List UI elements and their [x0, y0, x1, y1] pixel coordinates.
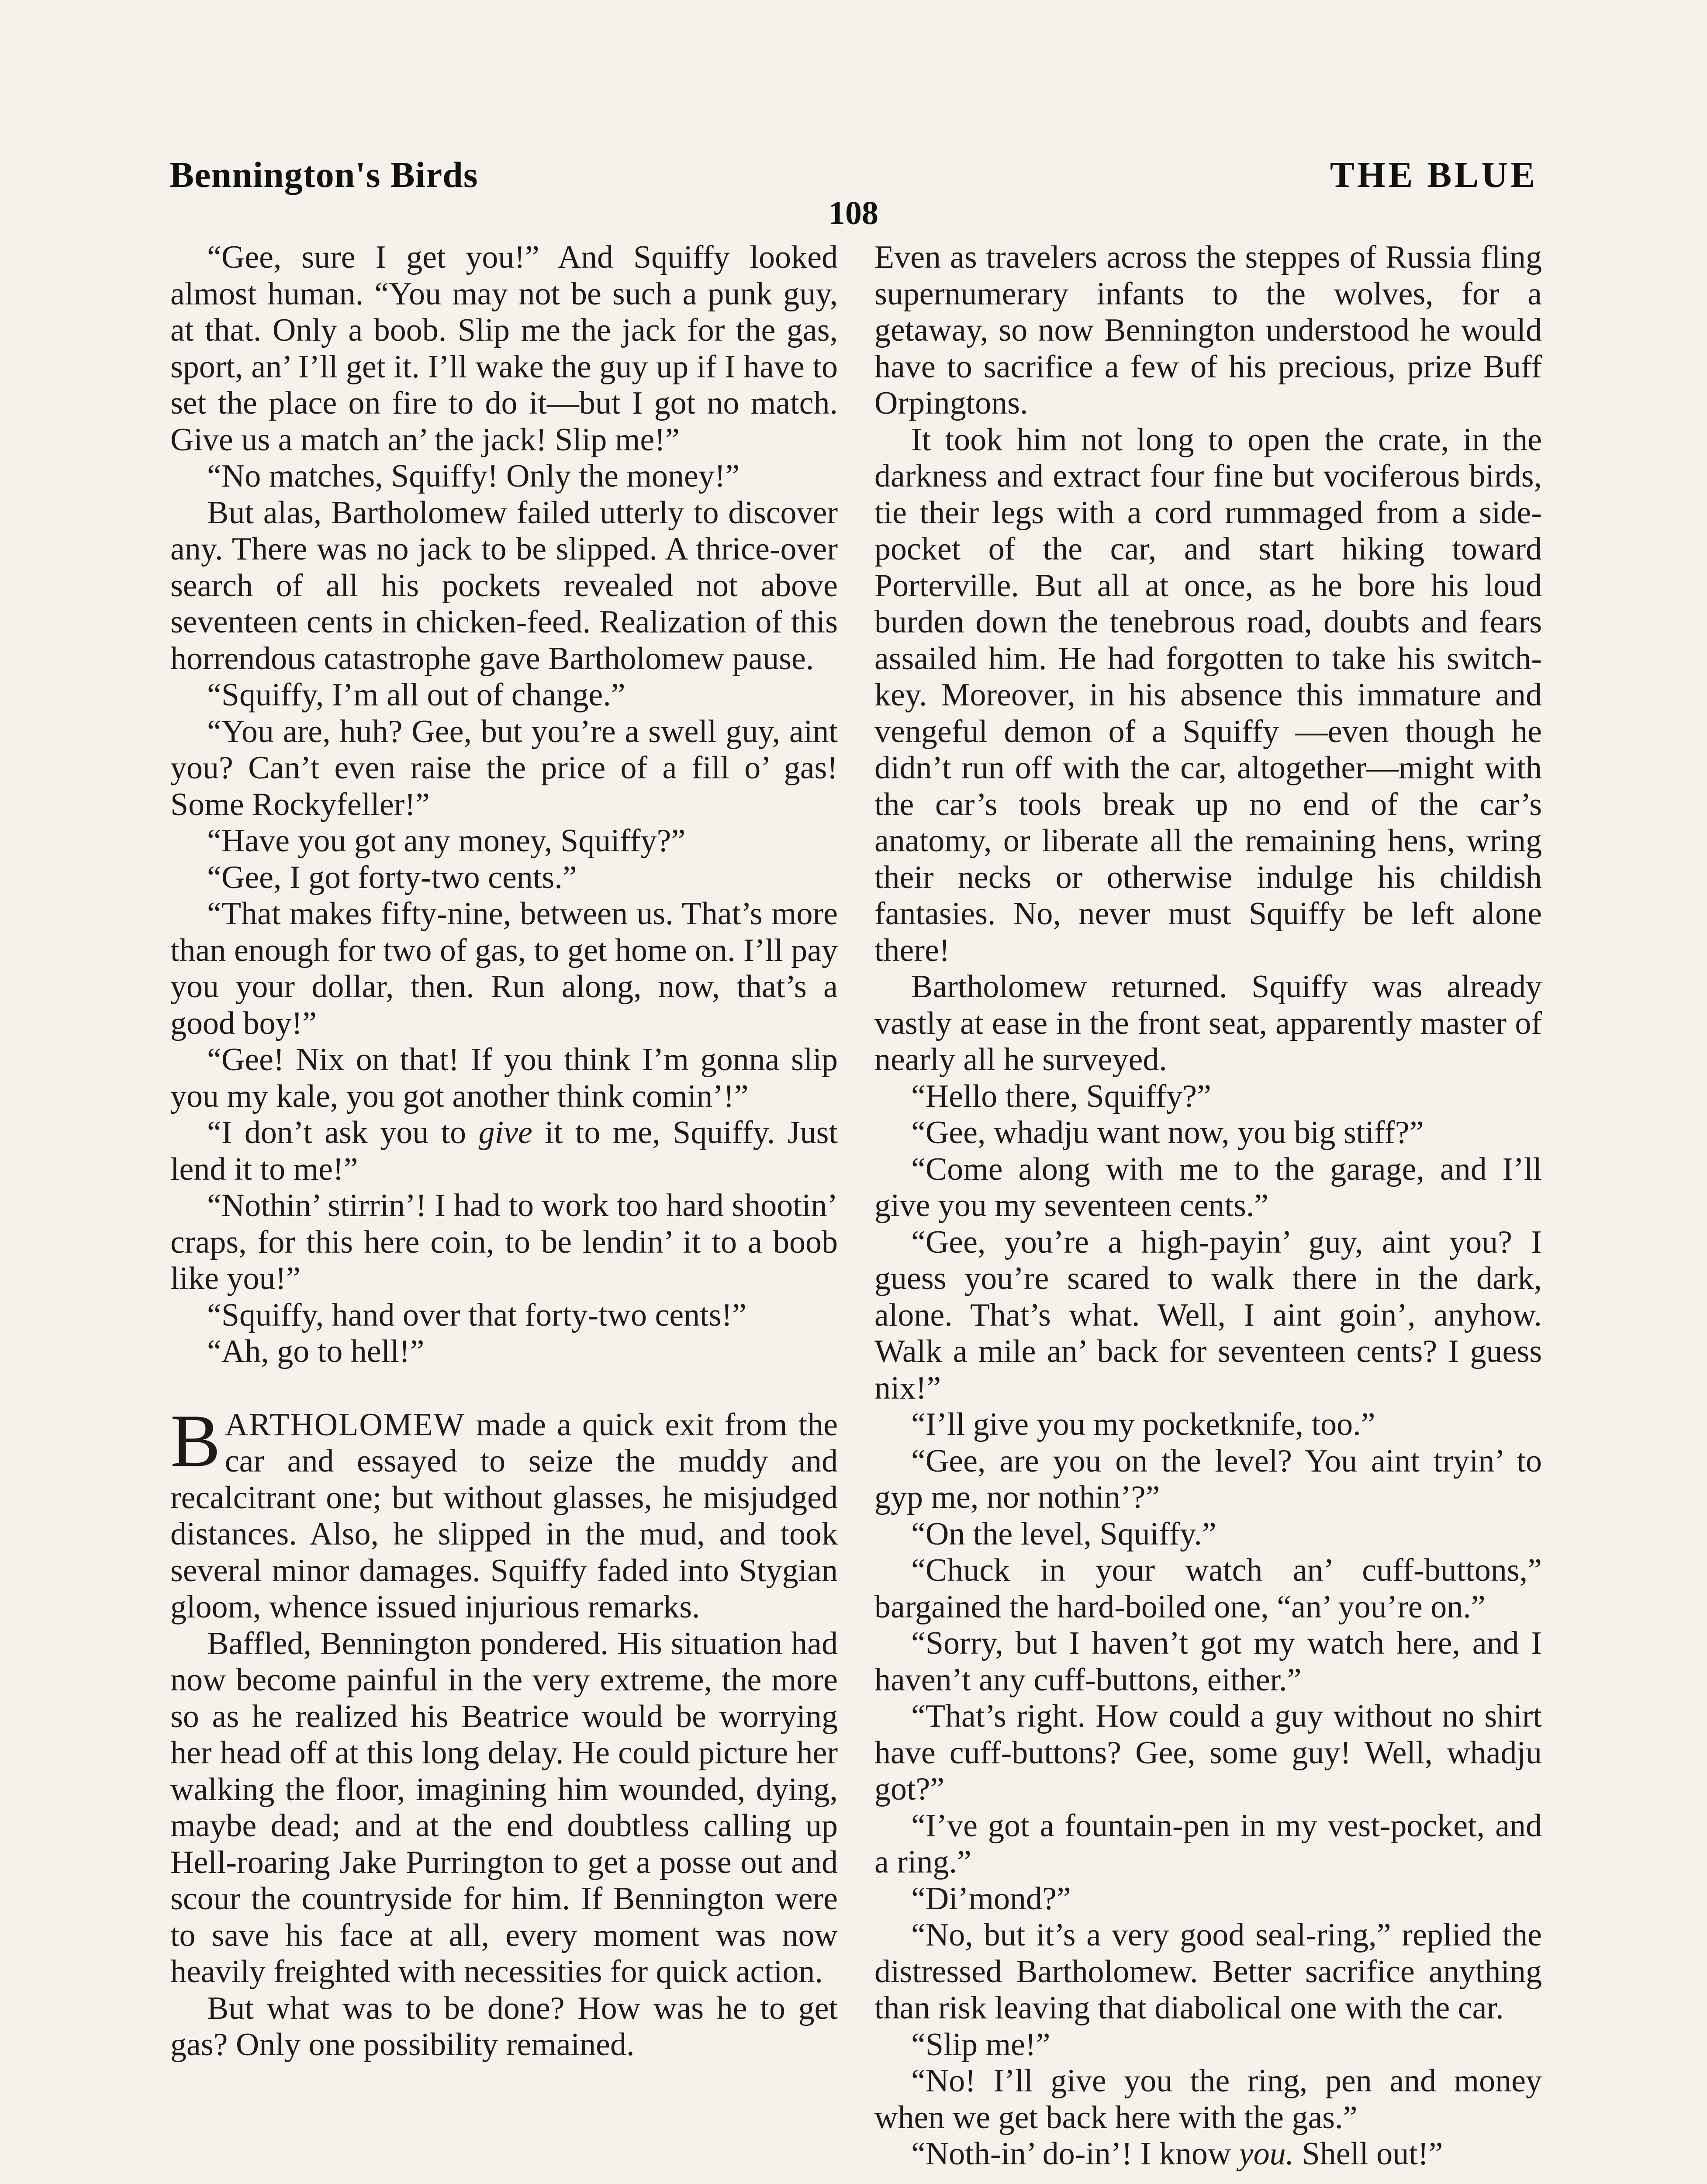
paragraph: “Hello there, Squiffy?” — [911, 1078, 1211, 1114]
paragraph: Even as travelers across the steppes of Russia fling supernumerary infants to the wolves, for a getaway, so now Bennington understood he would have to sacrifice a few of his precious, prize Buff Orpingtons. — [874, 239, 1542, 421]
paragraph: “Come along with me to the garage, and I’ll give you my seventeen cents.” — [874, 1151, 1542, 1223]
paragraph: “Gee, you’re a high-payin’ guy, aint you? I guess you’re scared to walk there in the dark, alone. That’s what. Well, I aint goin’, anyhow. Walk a mile an’ back for seventeen cents? I guess nix!” — [874, 1224, 1542, 1406]
paragraph — [874, 2136, 1542, 2173]
small-caps-lead: ARTHOLOMEW — [225, 1406, 465, 1443]
paragraph: “No matches, Squiffy! Only the money!” — [207, 458, 740, 494]
text-run: it to me, Squiffy. Just lend it to me!” — [170, 1115, 838, 1187]
paragraph: “No, but it’s a very good seal-ring,” replied the distressed Bartholomew. Better sacrifice anything than risk leaving that diabolical one with the car. — [874, 1917, 1542, 2026]
drop-cap: B — [170, 1399, 221, 1482]
paragraph: “Gee! Nix on that! If you think I’m gonna slip you my kale, you got another think comin’!” — [170, 1042, 838, 1114]
paragraph: “Gee, I got forty-two cents.” — [207, 859, 577, 895]
paragraph: “Chuck in your watch an’ cuff-buttons,” bargained the hard-boiled one, “an’ you’re on.” — [874, 1552, 1542, 1625]
page-number: 108 — [829, 195, 878, 232]
paragraph: “Slip me!” — [911, 2026, 1050, 2063]
magazine-title: THE BLUE — [1330, 155, 1538, 195]
paragraph: “Have you got any money, Squiffy?” — [207, 823, 686, 859]
section-opening-paragraph — [170, 1399, 838, 1626]
paragraph: “That makes fifty-nine, between us. That’s more than enough for two of gas, to get home on. I’ll pay you your dollar, then. Run along, now, that’s a good boy!” — [170, 896, 838, 1041]
emphasis-text: you. — [1239, 2136, 1294, 2172]
left-column — [170, 239, 838, 2063]
paragraph: But alas, Bartholomew failed utterly to discover any. There was no jack to be slipped. A thrice-over search of all his pockets revealed not above seventeen cents in chicken-feed. Realization of this horrendous catastrophe gave Bartholomew pause. — [170, 494, 838, 677]
paragraph: Baffled, Bennington pondered. His situation had now become painful in the very extreme, the more so as he realized his Beatrice would be worrying her head off at this long delay. He could picture her walking the floor, imagining him wounded, dying, maybe dead; and at the end doubtless calling up Hell-roaring Jake Purrington to get a posse out and scour the countryside for him. If Bennington were to save his face at all, every moment was now heavily freighted with necessities for quick action. — [170, 1625, 838, 1990]
paragraph: “Gee, whadju want now, you big stiff?” — [911, 1115, 1424, 1151]
paragraph: “Nothin’ stirrin’! I had to work too hard shootin’ craps, for this here coin, to be lendin’ it to a boob like you!” — [170, 1188, 838, 1296]
paragraph: “Gee, sure I get you!” And Squiffy looked almost human. “You may not be such a punk guy, at that. Only a boob. Slip me the jack for the gas, sport, an’ I’ll get it. I’ll wake the guy up if I have to set the place on fire to do it—but I got no match. Give us a match an’ the jack! Slip me!” — [170, 239, 838, 458]
paragraph: “On the level, Squiffy.” — [911, 1516, 1216, 1552]
text-run: Shell out!” — [1294, 2136, 1443, 2172]
right-column — [874, 239, 1542, 2173]
paragraph: “Ah, go to hell!” — [207, 1334, 425, 1369]
paragraph: “I’ll give you my pocketknife, too.” — [911, 1406, 1375, 1442]
paragraph: “Sorry, but I haven’t got my watch here, and I haven’t any cuff-buttons, either.” — [874, 1625, 1542, 1698]
paragraph: “You are, huh? Gee, but you’re a swell guy, aint you? Can’t even raise the price of a fill o’ gas! Some Rockyfeller!” — [170, 713, 838, 822]
paragraph — [170, 1115, 838, 1188]
paragraph: “No! I’ll give you the ring, pen and money when we get back here with the gas.” — [874, 2063, 1542, 2136]
paragraph: “I’ve got a fountain-pen in my vest-pocket, and a ring.” — [874, 1807, 1542, 1880]
story-title: Bennington's Birds — [169, 155, 478, 195]
paragraph: Bartholomew returned. Squiffy was already vastly at ease in the front seat, apparently master of nearly all he surveyed. — [874, 969, 1542, 1078]
emphasis-text: give — [478, 1115, 532, 1151]
paragraph: “Di’mond?” — [911, 1880, 1071, 1917]
paragraph: “That’s right. How could a guy without no shirt have cuff-buttons? Gee, some guy! Well, whadju got?” — [874, 1698, 1542, 1807]
text-run: “I don’t ask you to — [207, 1115, 479, 1151]
paragraph: “Gee, are you on the level? You aint tryin’ to gyp me, nor nothin’?” — [874, 1443, 1542, 1515]
paragraph: But what was to be done? How was he to get gas? Only one possibility remained. — [170, 1990, 838, 2063]
paragraph: “Squiffy, hand over that forty-two cents!” — [207, 1297, 747, 1333]
paragraph: It took him not long to open the crate, in the darkness and extract four fine but vociferous birds, tie their legs with a cord rummaged from a side-pocket of the car, and start hiking toward Porterville. But all at once, as he bore his loud burden down the tenebrous road, doubts and fears assailed him. He had forgotten to take his switch-key. Moreover, in his absence this immature and vengeful demon of a Squiffy —even though he didn’t run off with the car, altogether—might with the car’s tools break up no end of the car’s anatomy, or liberate all the remaining hens, wring their necks or otherwise indulge his childish fantasies. No, never must Squiffy be left alone there! — [874, 422, 1542, 968]
text-run: made a quick exit from the car and essayed to seize the muddy and recalcitrant one; but without glasses, he misjudged distances. Also, he slipped in the mud, and took several minor damages. Squiffy faded into Stygian gloom, whence issued injurious remarks. — [170, 1406, 838, 1625]
text-run: “Noth-in’ do-in’! I know — [911, 2136, 1239, 2172]
paragraph: “Squiffy, I’m all out of change.” — [207, 677, 625, 713]
